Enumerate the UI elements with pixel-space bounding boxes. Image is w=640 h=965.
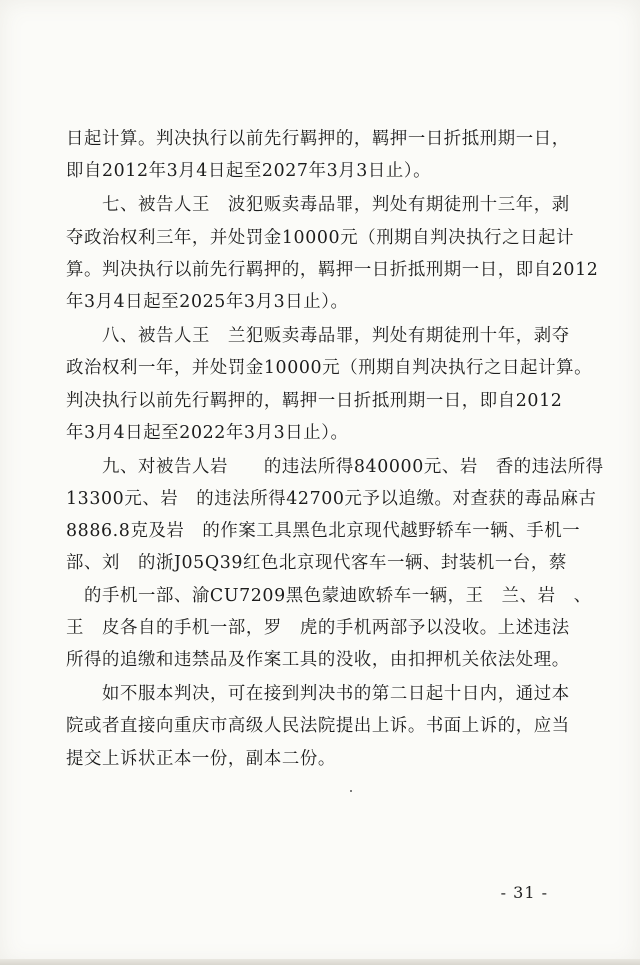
text-line: 政治权利一年，并处罚金10000元（刑期自判决执行之日起计算。 xyxy=(66,358,593,379)
text-line: 如不服本判决，可在接到判决书的第二日起十日内，通过本 xyxy=(102,684,570,705)
text-line: 部、刘 的浙J05Q39红色北京现代客车一辆、封装机一台，蔡 xyxy=(66,553,567,574)
text-line: 所得的追缴和违禁品及作案工具的没收，由扣押机关依法处理。 xyxy=(66,650,570,670)
text-line: 八、被告人王 兰犯贩卖毒品罪，判处有期徒刑十年，剥夺 xyxy=(102,326,570,347)
text-line: 王 皮各自的手机一部，罗 虎的手机两部予以没收。上述违法 xyxy=(66,617,570,638)
text-line: 年3月4日起至2025年3月3日止）。 xyxy=(66,291,349,312)
text-line: 九、对被告人岩 的违法所得840000元、岩 香的违法所得 xyxy=(102,456,604,477)
text-line: 算。判决执行以前先行羁押的，羁押一日折抵刑期一日，即自2012 xyxy=(66,259,599,280)
text-line: 8886.8克及岩 的作案工具黑色北京现代越野轿车一辆、手机一 xyxy=(66,521,581,542)
text-line: 日起计算。判决执行以前先行羁押的，羁押一日折抵刑期一日， xyxy=(66,129,570,149)
text-line: 院或者直接向重庆市高级人民法院提出上诉。书面上诉的，应当 xyxy=(66,716,570,737)
text-line: 年3月4日起至2022年3月3日止）。 xyxy=(66,422,349,443)
scan-speck xyxy=(350,790,352,792)
text-line: 提交上诉状正本一份，副本二份。 xyxy=(66,748,336,769)
page-bottom-edge xyxy=(0,959,640,965)
page-number: - 31 - xyxy=(500,883,548,902)
text-line: 判决执行以前先行羁押的，羁押一日折抵刑期一日，即自2012 xyxy=(66,390,563,411)
text-line: 七、被告人王 波犯贩卖毒品罪，判处有期徒刑十三年，剥 xyxy=(102,195,570,216)
text-line: 即自2012年3月4日起至2027年3月3日止）。 xyxy=(66,161,432,182)
text-line: 夺政治权利三年，并处罚金10000元（刑期自判决执行之日起计 xyxy=(66,227,575,248)
text-line: 的手机一部、渝CU7209黑色蒙迪欧轿车一辆，王 兰、岩 、 xyxy=(84,585,592,606)
text-line: 13300元、岩 的违法所得42700元予以追缴。对查获的毒品麻古 xyxy=(66,489,597,510)
judgment-body xyxy=(66,123,604,775)
